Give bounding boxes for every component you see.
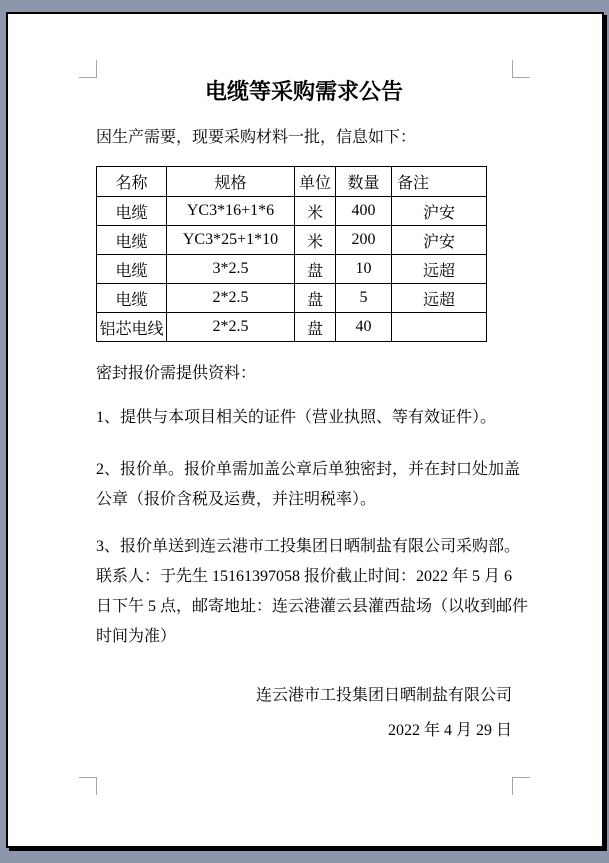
column-header-remark: 备注 xyxy=(392,167,487,197)
procurement-table xyxy=(96,166,487,342)
cell-qty: 5 xyxy=(336,284,392,313)
crop-mark-top-left xyxy=(79,60,97,78)
crop-mark-bottom-left xyxy=(79,777,97,795)
cell-qty: 40 xyxy=(336,313,392,342)
table-header-row xyxy=(97,167,487,197)
crop-mark-bottom-right xyxy=(512,777,530,795)
cell-remark: 远超 xyxy=(392,255,487,284)
document-title: 电缆等采购需求公告 xyxy=(204,79,403,104)
text-line: 时间为准） xyxy=(96,628,177,645)
cell-name: 电缆 xyxy=(97,197,167,226)
text-line: 日下午 5 点，邮寄地址：连云港灌云县灌西盐场（以收到邮件 xyxy=(96,598,529,615)
paragraph-seal-requirements xyxy=(96,363,512,385)
intro-paragraph: 因生产需要，现要采购材料一批，信息如下： xyxy=(96,129,417,146)
cell-qty: 200 xyxy=(336,226,392,255)
text-line: 3、报价单送到连云港市工投集团日晒制盐有限公司采购部。 xyxy=(96,538,521,555)
column-header-qty: 数量 xyxy=(336,167,392,197)
cell-name: 电缆 xyxy=(97,226,167,255)
column-header-unit: 单位 xyxy=(295,167,336,197)
cell-unit: 米 xyxy=(295,226,336,255)
cell-remark: 远超 xyxy=(392,284,487,313)
table-row xyxy=(97,284,487,313)
cell-name: 电缆 xyxy=(97,284,167,313)
document-content xyxy=(96,78,529,742)
document-page xyxy=(6,12,604,848)
text-line: 密封报价需提供资料： xyxy=(96,365,257,382)
cell-qty: 10 xyxy=(336,255,392,284)
crop-mark-top-right xyxy=(512,60,530,78)
cell-remark: 沪安 xyxy=(392,197,487,226)
paragraph-item-3 xyxy=(96,532,529,652)
cell-spec: YC3*25+1*10 xyxy=(167,226,295,255)
table-row xyxy=(97,197,487,226)
signature-date: 2022 年 4 月 29 日 xyxy=(387,722,512,739)
text-line: 2、报价单。报价单需加盖公章后单独密封，并在封口处加盖 xyxy=(96,461,521,478)
cell-spec: YC3*16+1*6 xyxy=(167,197,295,226)
cell-unit: 盘 xyxy=(295,284,336,313)
cell-spec: 2*2.5 xyxy=(167,284,295,313)
text-line: 联系人：于先生 15161397058 报价截止时间：2022 年 5 月 6 xyxy=(96,568,513,585)
cell-remark xyxy=(392,313,487,342)
cell-qty: 400 xyxy=(336,197,392,226)
paragraph-item-2 xyxy=(96,455,521,515)
cell-name: 铝芯电线 xyxy=(97,313,167,342)
column-header-name: 名称 xyxy=(97,167,167,197)
cell-unit: 盘 xyxy=(295,313,336,342)
cell-spec: 2*2.5 xyxy=(167,313,295,342)
cell-spec: 3*2.5 xyxy=(167,255,295,284)
text-line: 公章（报价含税及运费，并注明税率）。 xyxy=(96,491,377,508)
cell-name: 电缆 xyxy=(97,255,167,284)
cell-unit: 米 xyxy=(295,197,336,226)
table-row xyxy=(97,255,487,284)
column-header-spec: 规格 xyxy=(167,167,295,197)
cell-unit: 盘 xyxy=(295,255,336,284)
text-line: 1、提供与本项目相关的证件（营业执照、等有效证件）。 xyxy=(96,409,497,426)
table-row xyxy=(97,226,487,255)
signature-company: 连云港市工投集团日晒制盐有限公司 xyxy=(255,687,512,704)
paragraph-item-1 xyxy=(96,407,512,429)
cell-remark: 沪安 xyxy=(392,226,487,255)
table-row xyxy=(97,313,487,342)
